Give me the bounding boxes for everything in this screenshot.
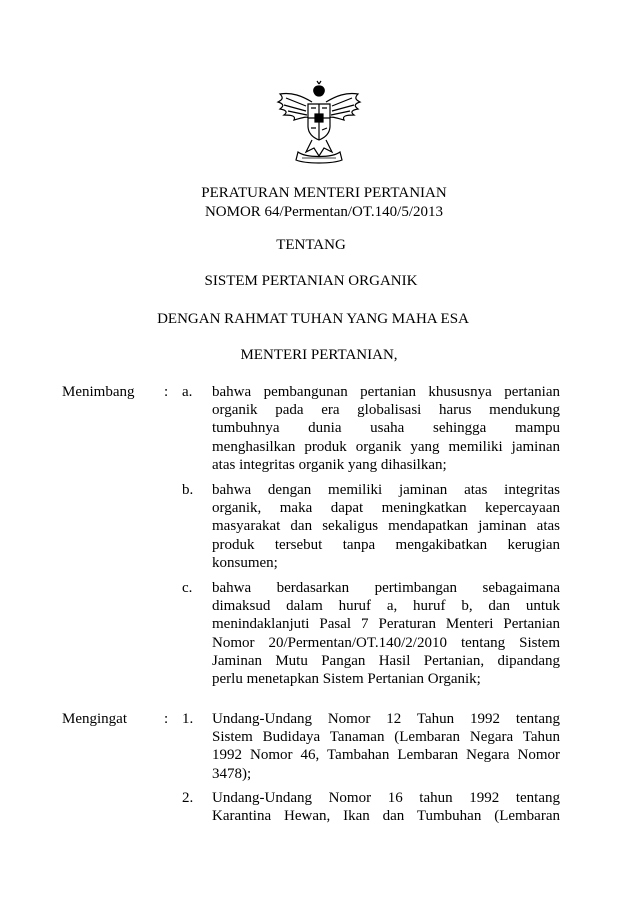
regulation-number: NOMOR 64/Permentan/OT.140/5/2013 <box>204 204 444 220</box>
item-line: perlu menetapkan Sistem Pertanian Organik; <box>212 670 481 687</box>
item-line: Karantina Hewan, Ikan dan Tumbuhan (Lembaran <box>212 808 560 825</box>
menimbang-marker-b: b. <box>182 482 194 498</box>
item-line: masyarakat dan sekaligus mendapatkan jaminan atas <box>212 518 560 535</box>
item-line: 3478); <box>212 765 252 782</box>
menimbang-label: Menimbang <box>62 384 135 400</box>
menimbang-colon: : <box>164 384 169 400</box>
rahmat-line: DENGAN RAHMAT TUHAN YANG MAHA ESA <box>157 311 469 327</box>
menimbang-item-b <box>212 481 560 572</box>
item-line: bahwa berdasarkan pertimbangan sebagaimana <box>212 580 560 596</box>
mengingat-marker-2: 2. <box>182 790 194 806</box>
item-line: organik, maka dapat meningkatkan kepercayaan <box>212 500 560 517</box>
item-line: atas integritas organik yang dihasilkan; <box>212 456 447 473</box>
menimbang-item-a <box>212 383 560 474</box>
mengingat-marker-1: 1. <box>182 711 194 727</box>
item-line: bahwa dengan memiliki jaminan atas integritas <box>212 482 560 498</box>
item-line: menghasilkan produk organik yang memiliki jaminan <box>212 438 560 455</box>
item-line: konsumen; <box>212 554 278 571</box>
tentang-heading: TENTANG <box>276 237 346 253</box>
item-line: Undang-Undang Nomor 12 Tahun 1992 tentang <box>212 711 560 727</box>
menimbang-marker-c: c. <box>182 580 193 596</box>
menimbang-item-c <box>212 579 560 688</box>
item-line: dimaksud dalam huruf a, huruf b, dan untuk <box>212 598 560 615</box>
regulation-subject: SISTEM PERTANIAN ORGANIK <box>204 273 418 289</box>
item-line: Jaminan Mutu Pangan Hasil Pertanian, dipandang <box>212 652 560 669</box>
regulation-title: PERATURAN MENTERI PERTANIAN <box>201 185 447 201</box>
menimbang-marker-a: a. <box>182 384 193 400</box>
item-line: Nomor 20/Permentan/OT.140/2/2010 tentang Sistem <box>212 634 560 651</box>
item-line: organik pada era globalisasi harus mendukung <box>212 402 560 419</box>
item-line: menindaklanjuti Pasal 7 Peraturan Menteri Pertanian <box>212 616 560 633</box>
item-line: tumbuhnya dunia usaha sehingga mampu <box>212 420 560 437</box>
mengingat-item-1 <box>212 710 560 783</box>
item-line: Undang-Undang Nomor 16 tahun 1992 tentang <box>212 790 560 806</box>
mengingat-item-2 <box>212 789 560 825</box>
garuda-emblem-icon <box>272 78 366 172</box>
mengingat-colon: : <box>164 711 169 727</box>
mengingat-label: Mengingat <box>62 711 127 727</box>
minister-line: MENTERI PERTANIAN, <box>240 347 398 363</box>
item-line: Sistem Budidaya Tanaman (Lembaran Negara Tahun <box>212 729 560 746</box>
item-line: bahwa pembangunan pertanian khususnya pertanian <box>212 384 560 400</box>
item-line: 1992 Nomor 46, Tambahan Lembaran Negara Nomor <box>212 747 560 764</box>
item-line: produk tersebut tanpa mengakibatkan kerugian <box>212 536 560 553</box>
